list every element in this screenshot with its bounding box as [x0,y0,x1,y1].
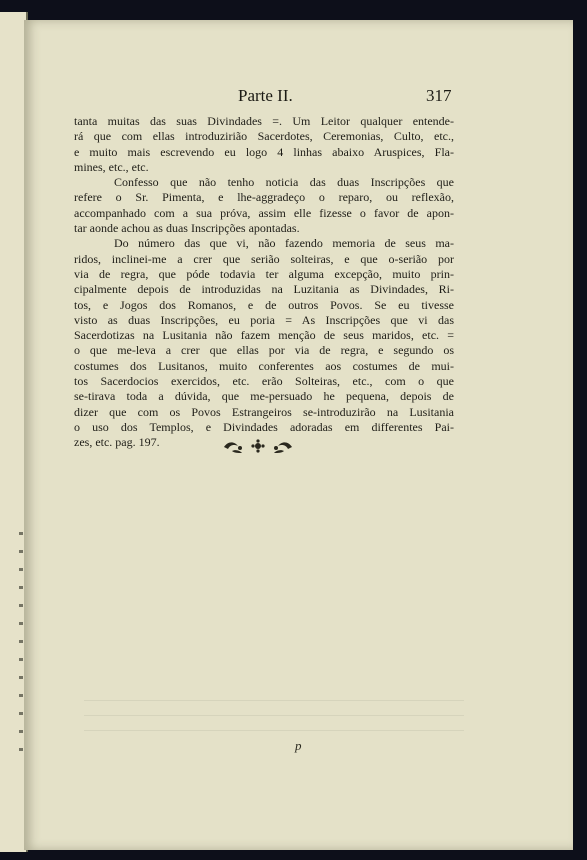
text-line: Do número das que vi, não fazendo memoria de seus ma- [114,236,454,251]
facing-page-marks [19,532,23,752]
running-head: Parte II. [238,86,293,105]
text-line: tanta muitas das suas Divindades =. Um Leitor qualquer entende- [74,114,454,128]
text-line: dizer que com os Povos Estrangeiros se-introduzirão na Lusitania [74,404,454,419]
text-line: costumes dos Lusitanos, muito conferentes aos costumes de mui- [74,358,454,373]
page-number: 317 [426,86,452,105]
body-text [74,114,454,451]
text-line: ridos, inclinei-me a crer que serião solteiras, e que o-serião por [74,251,454,266]
signature-mark: p [295,738,302,753]
text-line: se-tirava toda a dúvida, que me-persuado he pequena, depois de [74,389,454,404]
text-line: visto as duas Inscripções, eu poria = As Inscripções que vi das [74,312,454,327]
text-line: o uso dos Templos, e Divindades adoradas em differentes Pai- [74,419,454,434]
show-through-text [84,700,464,740]
page-header [24,86,573,112]
text-line: mines, etc., etc. [74,159,149,174]
text-line: via de regra, que póde todavia ter alguma excepção, muito prin- [74,266,454,281]
text-line: rá que com ellas introduzirião Sacerdotes, Ceremonias, Culto, etc., [74,129,454,144]
floral-ornament-icon [222,437,294,455]
text-line: cipalmente depois de introduzidas na Luzitania as Divindades, Ri- [74,282,454,297]
text-line: refere o Sr. Pimenta, e lhe-aggradeço o reparo, ou reflexão, [74,190,454,205]
book-page [24,20,573,850]
text-line: e muito mais escrevendo eu logo 4 linhas abaixo Aruspices, Fla- [74,144,454,159]
text-line: accompanhado com a sua próva, assim elle fizesse o favor de apon- [74,205,454,220]
text-line: Confesso que não tenho noticia das duas Inscripções que [114,175,454,190]
text-line: o que me-leva a crer que ellas por via de regra, e segundo os [74,343,454,358]
text-line: tar aonde achou as duas Inscripções apontadas. [74,221,300,236]
text-line: Sacerdotizas na Lusitania não fazem menção de seus maridos, etc. = [74,328,454,343]
text-line: tos Sacerdocios exercidos, etc. erão Solteiras, etc., com o que [74,374,454,389]
text-line: tos, e Jogos dos Romanos, e de outros Povos. Se eu tivesse [74,297,454,312]
text-line: zes, etc. pag. 197. [74,435,160,450]
